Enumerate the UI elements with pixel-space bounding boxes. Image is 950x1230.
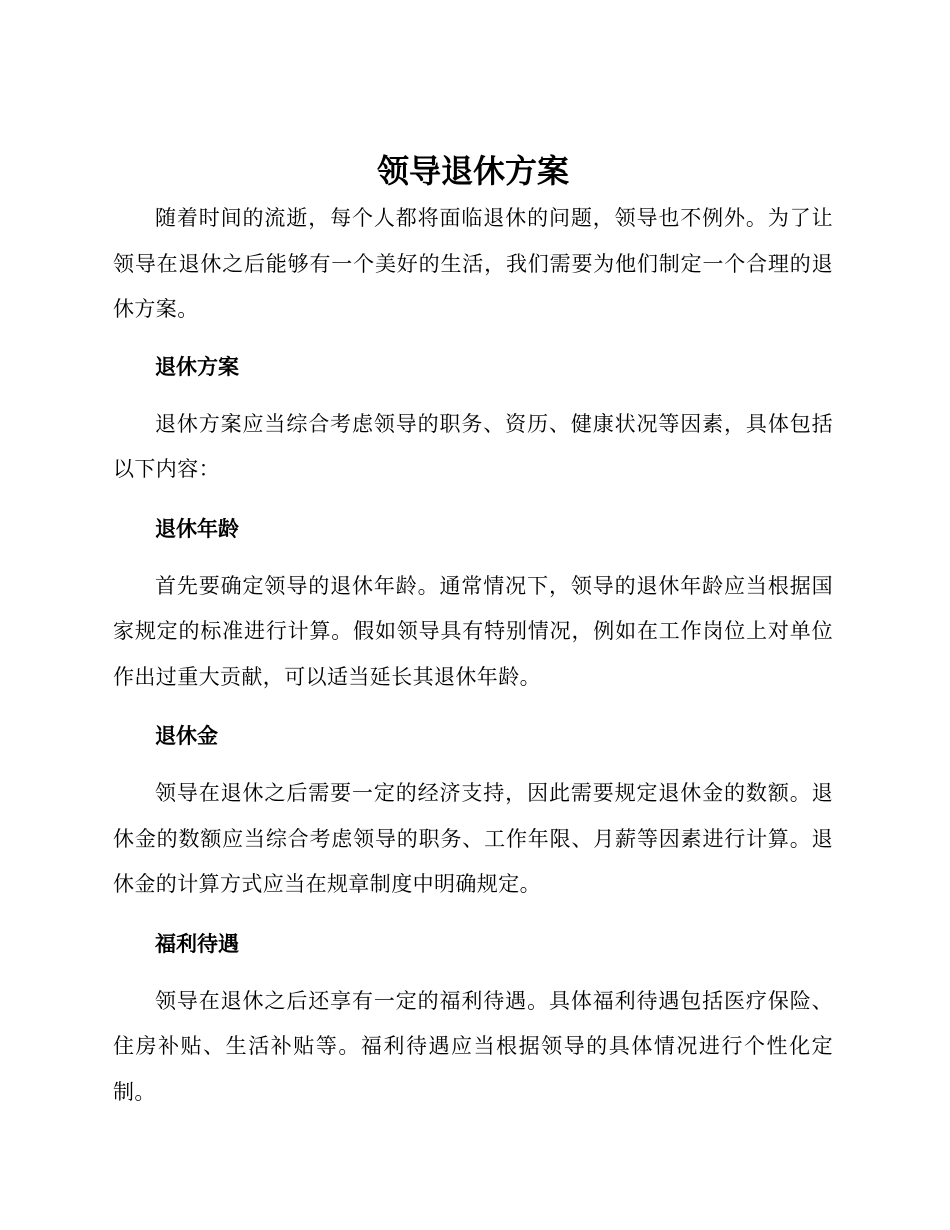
section-body-benefits: 领导在退休之后还享有一定的福利待遇。具体福利待遇包括医疗保险、住房补贴、生活补贴等。福利待遇应当根据领导的具体情况进行个性化定制。 <box>113 988 833 1104</box>
section-heading-retirement-plan: 退休方案 <box>155 354 239 379</box>
intro-paragraph: 随着时间的流逝，每个人都将面临退休的问题，领导也不例外。为了让领导在退休之后能够有一个美好的生活，我们需要为他们制定一个合理的退休方案。 <box>113 206 833 321</box>
section-body-retirement-age: 首先要确定领导的退休年龄。通常情况下，领导的退休年龄应当根据国家规定的标准进行计算。假如领导具有特别情况，例如在工作岗位上对单位作出过重大贡献，可以适当延长其退休年龄。 <box>113 573 833 689</box>
section-heading-retirement-age: 退休年龄 <box>155 516 239 541</box>
section-body-retirement-plan: 退休方案应当综合考虑领导的职务、资历、健康状况等因素，具体包括以下内容： <box>113 411 833 481</box>
document-body <box>113 146 833 1115</box>
section-body-pension: 领导在退休之后需要一定的经济支持，因此需要规定退休金的数额。退休金的数额应当综合考虑领导的职务、工作年限、月薪等因素进行计算。退休金的计算方式应当在规章制度中明确规定。 <box>113 781 833 896</box>
section-heading-pension: 退休金 <box>155 724 218 748</box>
section-heading-benefits: 福利待遇 <box>155 931 239 956</box>
document-title: 领导退休方案 <box>376 152 569 190</box>
